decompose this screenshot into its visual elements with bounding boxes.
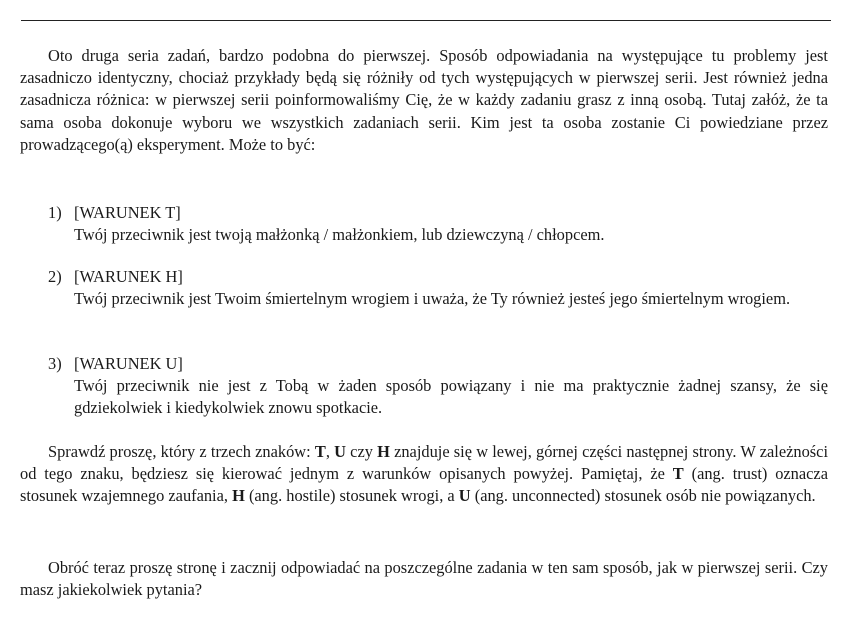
condition-number: 1) xyxy=(48,203,62,222)
condition-item-u xyxy=(48,353,828,420)
letter-u: U xyxy=(458,486,471,506)
condition-text: Twój przeciwnik nie jest z Tobą w żaden sposób powiązany i nie ma praktycznie żadnej szansy, że się gdziekolwiek i kiedykolwiek znowu spotkacie. xyxy=(74,376,828,418)
intro-text: Oto druga seria zadań, bardzo podobna do pierwszej. Sposób odpowiadania na występujące tu problemy jest zasadniczo identyczny, chociaż przykłady będą się różniły od tych występujących w pierwszej serii. Jest również jedna zasadnicza różnica: w pierwszej serii poinformowaliśmy Cię, że w każdy zadaniu grasz z inną osobą. Tutaj załóż, że ta sama osoba dokonuje wyboru we wszystkich zadaniach serii. Kim jest ta osoba zostanie Ci powiedziane przez prowadzącego(ą) eksperyment. Może to być: xyxy=(20,46,828,154)
condition-heading xyxy=(48,353,828,375)
condition-label: [WARUNEK U] xyxy=(74,354,183,373)
closing-text: Obróć teraz proszę stronę i zacznij odpowiadać na poszczególne zadania w ten sam sposób, jak w pierwszej serii. Czy masz jakiekolwiek pytania? xyxy=(20,558,828,600)
condition-item-t xyxy=(48,202,828,246)
instructions-text: czy xyxy=(345,442,378,461)
condition-number: 3) xyxy=(48,354,62,373)
letter-t: T xyxy=(672,464,684,484)
letter-t: T xyxy=(314,442,326,461)
closing-paragraph xyxy=(20,557,828,601)
instructions-text: (ang. unconnected) stosunek osób nie powiązanych. xyxy=(470,486,816,506)
condition-heading xyxy=(48,202,828,224)
condition-item-h xyxy=(48,266,828,310)
condition-label: [WARUNEK H] xyxy=(74,267,183,286)
condition-label: [WARUNEK T] xyxy=(74,203,181,222)
condition-number: 2) xyxy=(48,267,62,286)
top-rule xyxy=(21,20,831,21)
instructions-text: znajduje się w lewej, górnej części następnej strony. W zależności od tego znaku, będziesz się kierować jednym z warunków opisanych powyżej. Pamiętaj, że xyxy=(20,442,828,484)
instructions-text: , xyxy=(325,442,335,461)
instructions-text: Sprawdź proszę, który z trzech znaków: xyxy=(48,442,315,461)
instructions-text: (ang. trust) oznacza stosunek wzajemnego zaufania, xyxy=(20,464,828,506)
intro-paragraph xyxy=(20,45,828,156)
instructions-paragraph xyxy=(20,441,828,508)
condition-heading xyxy=(48,266,828,288)
condition-text: Twój przeciwnik jest twoją małżonką / małżonkiem, lub dziewczyną / chłopcem. xyxy=(74,225,605,245)
letter-u: U xyxy=(334,442,346,461)
condition-text: Twój przeciwnik jest Twoim śmiertelnym wrogiem i uważa, że Ty również jesteś jego śmiertelnym wrogiem. xyxy=(74,289,791,309)
letter-h: H xyxy=(377,442,390,461)
letter-h: H xyxy=(232,486,245,506)
instructions-text: (ang. hostile) stosunek wrogi, a xyxy=(244,486,459,506)
